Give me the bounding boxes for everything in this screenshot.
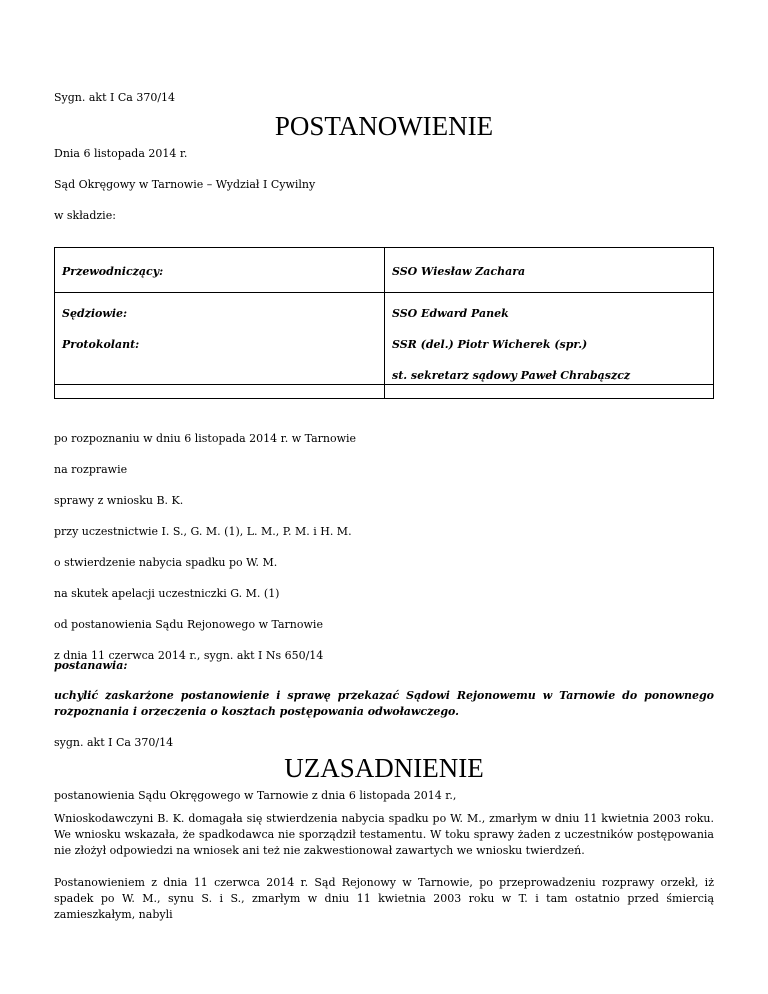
judge-2-name: SSR (del.) Piotr Wicherek (spr.)	[392, 338, 588, 351]
chair-label: Przewodniczący:	[62, 265, 164, 278]
empty-cell-right	[385, 385, 714, 399]
chair-name-cell	[385, 248, 714, 293]
composition-table	[54, 247, 714, 399]
decision-date: Dnia 6 listopada 2014 r.	[54, 147, 188, 160]
document-title: POSTANOWIENIE	[274, 111, 494, 141]
clerk-label: Protokolant:	[62, 338, 140, 351]
proceedings-line-5: o stwierdzenie nabycia spadku po W. M.	[54, 556, 278, 569]
empty-cell-left	[55, 385, 385, 399]
justification-signature: sygn. akt I Ca 370/14	[54, 736, 174, 749]
names-cell	[385, 293, 714, 385]
judge-1-name: SSO Edward Panek	[392, 307, 509, 320]
judges-label: Sędziowie:	[62, 307, 128, 320]
justification-paragraph-2: Postanowieniem z dnia 11 czerwca 2014 r. Sąd Rejonowy w Tarnowie, po przeprowadzeniu rozprawy orzekł, iż spadek po W. M., synu S. i S., zmarłym w dniu 11 kwietnia 2003 roku w T. i tam ostatnio przed śmiercią zamieszkałym, nabyli	[54, 876, 714, 921]
proceedings-line-6: na skutek apelacji uczestniczki G. M. (1)	[54, 587, 280, 600]
proceedings-line-8: z dnia 11 czerwca 2014 r., sygn. akt I Ns 650/14	[54, 649, 324, 662]
composition-intro: w składzie:	[54, 209, 116, 222]
proceedings-line-4: przy uczestnictwie I. S., G. M. (1), L. M., P. M. i H. M.	[54, 525, 352, 538]
case-signature: Sygn. akt I Ca 370/14	[54, 91, 176, 104]
clerk-name: st. sekretarz sądowy Paweł Chrabąszcz	[392, 369, 631, 382]
labels-cell	[55, 293, 385, 385]
court-name: Sąd Okręgowy w Tarnowie – Wydział I Cywilny	[54, 178, 316, 191]
decision-label: postanawia:	[54, 659, 128, 672]
justification-subtitle: postanowienia Sądu Okręgowego w Tarnowie z dnia 6 listopada 2014 r.,	[54, 789, 457, 802]
chair-label-cell	[55, 248, 385, 293]
proceedings-line-1: po rozpoznaniu w dniu 6 listopada 2014 r. w Tarnowie	[54, 432, 357, 445]
justification-paragraph-1: Wnioskodawczyni B. K. domagała się stwierdzenia nabycia spadku po W. M., zmarłym w dniu 11 kwietnia 2003 roku. We wniosku wskazała, że spadkodawca nie sporządził testamentu. W toku sprawy żaden z uczestników postępowania nie złożył odpowiedzi na wniosek ani też nie zakwestionował zawartych we wniosku twierdzeń.	[54, 812, 714, 857]
proceedings-line-3: sprawy z wniosku B. K.	[54, 494, 184, 507]
proceedings-line-2: na rozprawie	[54, 463, 128, 476]
proceedings-line-7: od postanowienia Sądu Rejonowego w Tarnowie	[54, 618, 323, 631]
decision-text: uchylić zaskarżone postanowienie i sprawę przekazać Sądowi Rejonowemu w Tarnowie do ponownego rozpoznania i orzeczenia o kosztach postępowania odwoławczego.	[54, 689, 714, 718]
justification-title: UZASADNIENIE	[284, 753, 484, 783]
chair-name: SSO Wiesław Zachara	[392, 265, 526, 278]
